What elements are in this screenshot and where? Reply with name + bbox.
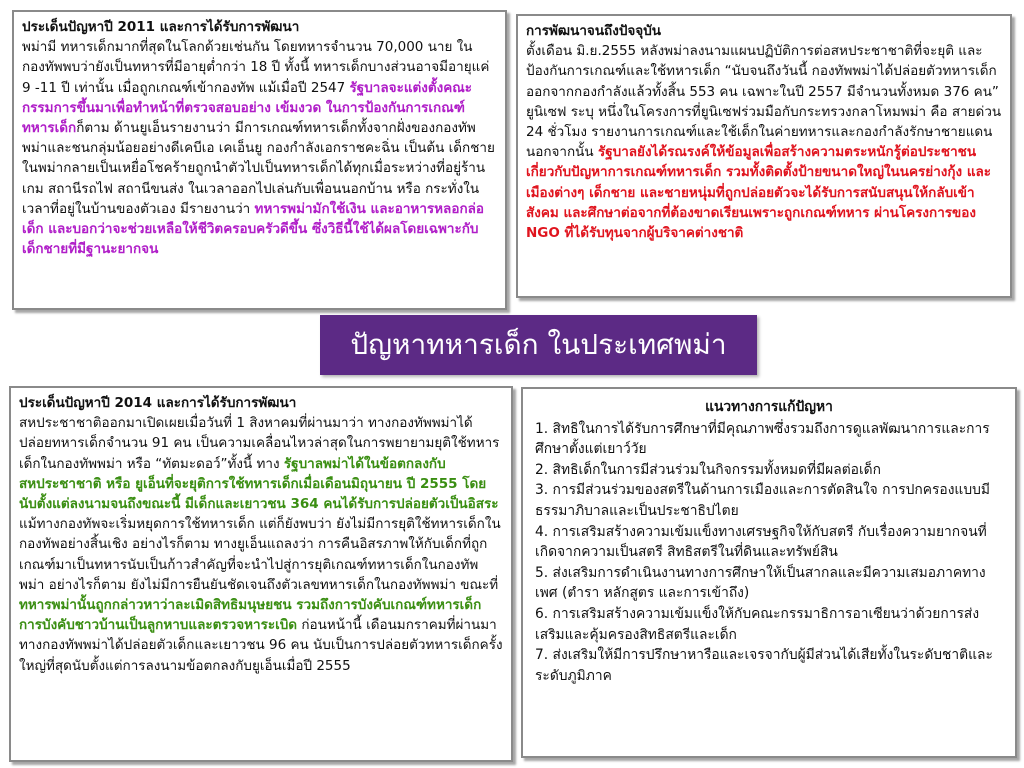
issues-2014-text-3: ก่อนหน้านี้ เดือนมกราคมที่ผ่านมา ทางกองทัพพม่าได้ปล่อยตัวเด็กและเยาวชน 96 คน นับเป็นการปล่อยตัวทหารเด็กครั้งใหญ่ที่สุดนับตั้งแต่การลงนามข้อตกลงกับยูเอ็นเมื่อปี 2555 — [19, 617, 503, 674]
issues-2014-highlight-2: ทหารพม่านั้นถูกกล่าวหาว่าละเมิดสิทธิมนุษยชน รวมถึงการบังคับเกณฑ์ทหารเด็ก การบังคับชาวบ้านเป็นลูกหาบและตรวจหาระเบิด — [19, 597, 482, 634]
issues-2014-text-1: สหประชาชาติออกมาเปิดเผยเมื่อวันที่ 1 สิงหาคมที่ผ่านมาว่า ทางกองทัพพม่าได้ปล่อยทหารเด็กจำนวน 91 คน เป็นความเคลื่อนไหวล่าสุดในการพยายามยุติใช้ทหารเด็กในกองทัพพม่า หรือ “ทัตมะดอว์”ทั้งนี้ ทาง — [19, 415, 500, 472]
issues-2014-text-2: แม้ทางกองทัพจะเริ่มหยุดการใช้ทหารเด็ก แต่ก็ยังพบว่า ยังไม่มีการยุติใช้ทหารเด็กในกองทัพอย่างสิ้นเชิง อย่างไรก็ตาม ทางยูเอ็นแถลงว่า การคืนอิสรภาพให้กับเด็กที่ถูกเกณฑ์มาเป็นทหารนับเป็นก้าวสำคัญที่จะนำไปสู่การยุติเกณฑ์ทหารเด็กในกองทัพพม่า อย่างไรก็ตาม ยังไม่มีการยืนยันชัดเจนถึงตัวเลขทหารเด็กในกองทัพพม่า ขณะที่ — [19, 516, 501, 593]
issues-2014-panel — [9, 386, 513, 762]
issues-2014-highlight-1: รัฐบาลพม่าได้ในข้อตกลงกับสหประชาชาติ หรือ ยูเอ็นที่จะยุติการใช้ทหารเด็กเมื่อเดือนมิถุนายน ปี 2555 โดยนับตั้งแต่ลงนามจนถึงขณะนี้ มีเด็กและเยาวชน 364 คนได้รับการปล่อยตัวเป็นอิสระ — [19, 455, 499, 513]
solution-item: 6. การเสริมสร้างความเข้มแข็งให้กับคณะกรรมาธิการอาเซียนว่าด้วยการส่งเสริมและคุ้มครองสิทธิสตรีและเด็ก — [535, 605, 980, 643]
slide-title: ปัญหาทหารเด็ก ในประเทศพม่า — [350, 328, 727, 361]
issues-2011-panel — [12, 10, 507, 310]
solution-item: 2. สิทธิเด็กในการมีส่วนร่วมในกิจกรรมทั้งหมดที่มีผลต่อเด็ก — [535, 461, 881, 478]
issues-2011-highlight-2: ทหารพม่ามักใช้เงิน และอาหารหลอกล่อเด็ก และบอกว่าจะช่วยเหลือให้ชีวิตครอบครัวดีขึ้น ซึ่งวิธีนี้ใช้ได้ผลโดยเฉพาะกับเด็กชายที่มีฐานะยากจน — [22, 200, 484, 258]
solutions-panel — [521, 387, 1017, 758]
current-development-highlight: รัฐบาลยังได้รณรงค์ให้ข้อมูลเพื่อสร้างความตระหนักรู้ต่อประชาชนเกี่ยวกับปัญหาการเกณฑ์ทหารเด็ก รวมทั้งติดตั้งป้ายขนาดใหญ่ในนครย่างกุ้ง และเมืองต่างๆ เด็กชาย และชายหนุ่มที่ถูกปล่อยตัวจะได้รับการสนับสนุนให้กลับเข้าสังคม และศึกษาต่อจากที่ต้องขาดเรียนเพราะถูกเกณฑ์ทหาร ผ่านโครงการของ NGO ที่ได้รับทุนจากผู้บริจาคต่างชาติ — [526, 144, 992, 242]
solution-item: 4. การเสริมสร้างความเข้มแข็งทางเศรษฐกิจให้กับสตรี กับเรื่องความยากจนที่เกิดจากความเป็นสตรี สิทธิสตรีในที่ดินและทรัพย์สิน — [535, 523, 987, 561]
issues-2011-heading: ประเด็นปัญหาปี 2011 และการได้รับการพัฒนา — [22, 19, 300, 35]
current-development-text: ตั้งเดือน มิ.ย.2555 หลังพม่าลงนามแผนปฏิบัติการต่อสหประชาชาติที่จะยุติ และป้องกันการเกณฑ์และใช้ทหารเด็ก “นับจนถึงวันนี้ กองทัพพม่าได้ปล่อยตัวทหารเด็กออกจากกองกำลังแล้วทั้งสิ้น 553 คน เฉพาะในปี 2557 มีจำนวนทั้งหมด 376 คน” ยูนิเซฟ ระบุ หนึ่งในโครงการที่ยูนิเซฟร่วมมือกับกระทรวงกลาโหมพม่า คือ สายด่วน 24 ชั่วโมง รายงานการเกณฑ์และใช้เด็กในค่ายทหารและกองกำลังรักษาชายแดน นอกจากนั้น — [526, 43, 1002, 161]
solutions-heading: แนวทางการแก้ปัญหา — [705, 399, 833, 415]
solution-item: 7. ส่งเสริมให้มีการปรึกษาหารือและเจรจากับผู้มีส่วนได้เสียทั้งในระดับชาติและระดับภูมิภาค — [535, 647, 993, 684]
current-development-heading: การพัฒนาจนถึงปัจจุบัน — [526, 23, 661, 39]
solution-item: 1. สิทธิในการได้รับการศึกษาที่มีคุณภาพซึ่งรวมถึงการดูแลพัฒนาการและการศึกษาตั้งแต่เยาว์วัย — [535, 420, 990, 458]
solution-item: 3. การมีส่วนร่วมของสตรีในด้านการเมืองและการตัดสินใจ การปกครองแบบมีธรรมาภิบาลและเป็นประชาธิปไตย — [535, 482, 990, 519]
slide-title-banner — [320, 315, 757, 375]
issues-2011-highlight-1: รัฐบาลจะแต่งตั้งคณะกรรมการขึ้นมาเพื่อทำหน้าที่ตรวจสอบอย่าง เข้มงวด ในการป้องกันการเกณฑ์ทหารเด็ก — [22, 79, 473, 137]
current-development-panel — [516, 14, 1012, 298]
solution-item: 5. ส่งเสริมการดำเนินงานทางการศึกษาให้เป็นสากลและมีความเสมอภาคทางเพศ (ตำรา หลักสูตร และการเข้าถึง) — [535, 564, 986, 602]
issues-2011-text-1: พม่ามี ทหารเด็กมากที่สุดในโลกด้วยเช่นกัน โดยทหารจำนวน 70,000 นาย ในกองทัพพบว่ายังเป็นทหารที่มีอายุต่ำกว่า 18 ปี ทั้งนี้ ทหารเด็กบางส่วนอาจมีอายุแค่ 9 -11 ปี เท่านั้น เมื่อถูกเกณฑ์เข้ากองทัพ แม้เมื่อปี 2547 — [22, 39, 490, 96]
issues-2011-text-2: ก็ตาม ด้านยูเอ็นรายงานว่า มีการเกณฑ์ทหารเด็กทั้งจากฝั่งของกองทัพพม่าและชนกลุ่มน้อยอย่างดีเคบีเอ เคเอ็นยู กองกำลังเอกราชคะฉิ่น เป็นต้น เด็กชาย ในพม่ากลายเป็นเหยื่อโชคร้ายถูกนำตัวไปเป็นทหารเด็กได้ทุกเมื่อระหว่างที่อยู่ร้านเกม สถานีรถไฟ สถานีขนส่ง ในเวลาออกไปเล่นกับเพื่อนนอกบ้าน หรือ กระทั่งในเวลาที่อยู่ในบ้านของตัวเอง มีรายงานว่า — [22, 120, 495, 217]
issues-2014-heading: ประเด็นปัญหาปี 2014 และการได้รับการพัฒนา — [19, 395, 297, 411]
